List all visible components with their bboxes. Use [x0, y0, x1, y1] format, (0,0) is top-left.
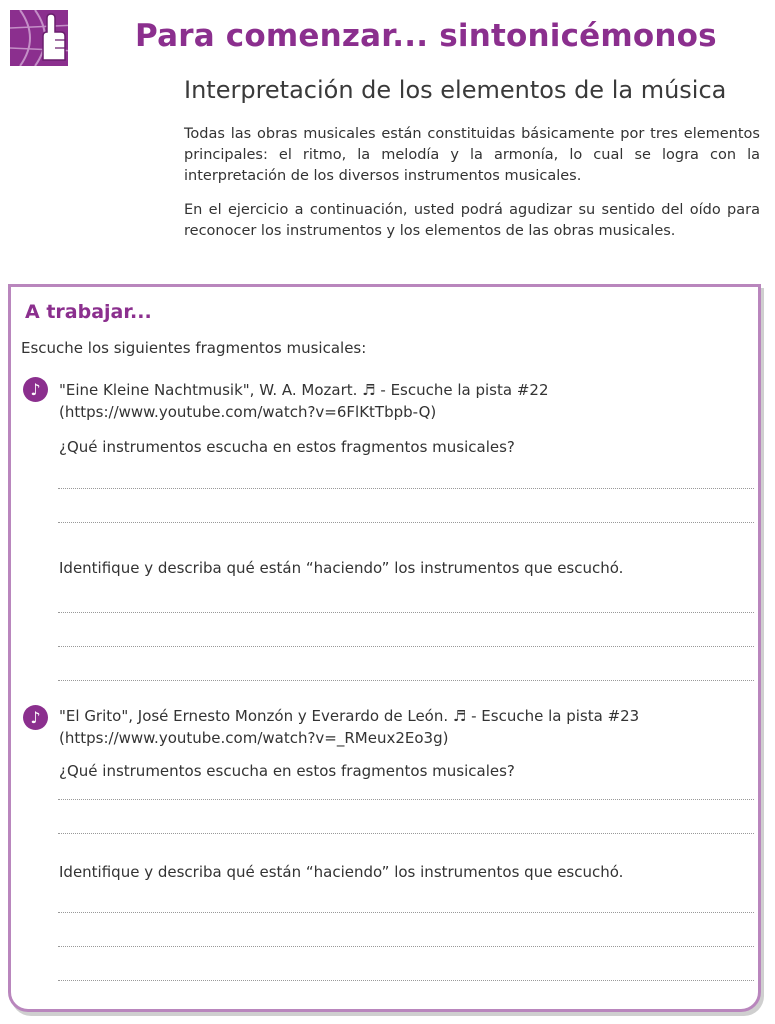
answer-line[interactable] — [58, 680, 754, 681]
music-note-icon: ♪ — [23, 705, 48, 730]
page-title: Para comenzar... sintonicémonos — [135, 18, 717, 54]
section-title: Interpretación de los elementos de la música — [184, 76, 727, 104]
answer-line[interactable] — [58, 488, 754, 489]
answer-line[interactable] — [58, 833, 754, 834]
piece-title: "El Grito", José Ernesto Monzón y Everardo de León. ♬ - Escuche la pista #23 — [59, 707, 640, 725]
piece-url[interactable]: (https://www.youtube.com/watch?v=_RMeux2Eo3g) — [59, 729, 449, 747]
question: ¿Qué instrumentos escucha en estos fragmentos musicales? — [59, 438, 515, 456]
activity-instruction: Escuche los siguientes fragmentos musicales: — [21, 339, 367, 357]
answer-line[interactable] — [58, 612, 754, 613]
piece-title: "Eine Kleine Nachtmusik", W. A. Mozart. ♬ - Escuche la pista #22 — [59, 381, 549, 399]
music-note-icon: ♪ — [23, 377, 48, 402]
question: Identifique y describa qué están “haciendo” los instrumentos que escuchó. — [59, 863, 624, 881]
answer-line[interactable] — [58, 980, 754, 981]
answer-line[interactable] — [58, 646, 754, 647]
intro-paragraph: Todas las obras musicales están constituidas básicamente por tres elementos principales: el ritmo, la melodía y la armonía, lo cual se logra con la interpretación de los diversos instrumentos musicales. — [184, 126, 760, 184]
question: ¿Qué instrumentos escucha en estos fragmentos musicales? — [59, 762, 515, 780]
intro-paragraph: En el ejercicio a continuación, usted podrá agudizar su sentido del oído para reconocer los instrumentos y los elementos de las obras musicales. — [184, 202, 760, 239]
answer-line[interactable] — [58, 522, 754, 523]
answer-line[interactable] — [58, 799, 754, 800]
answer-line[interactable] — [58, 912, 754, 913]
piece-url[interactable]: (https://www.youtube.com/watch?v=6FlKtTbpb-Q) — [59, 403, 437, 421]
hand-pointing-icon — [10, 10, 99, 66]
intro-text — [184, 124, 760, 255]
answer-line[interactable] — [58, 946, 754, 947]
activity-title: A trabajar... — [25, 301, 152, 323]
header-logo — [10, 10, 99, 66]
question: Identifique y describa qué están “haciendo” los instrumentos que escuchó. — [59, 559, 624, 577]
activity-box — [8, 284, 761, 1012]
